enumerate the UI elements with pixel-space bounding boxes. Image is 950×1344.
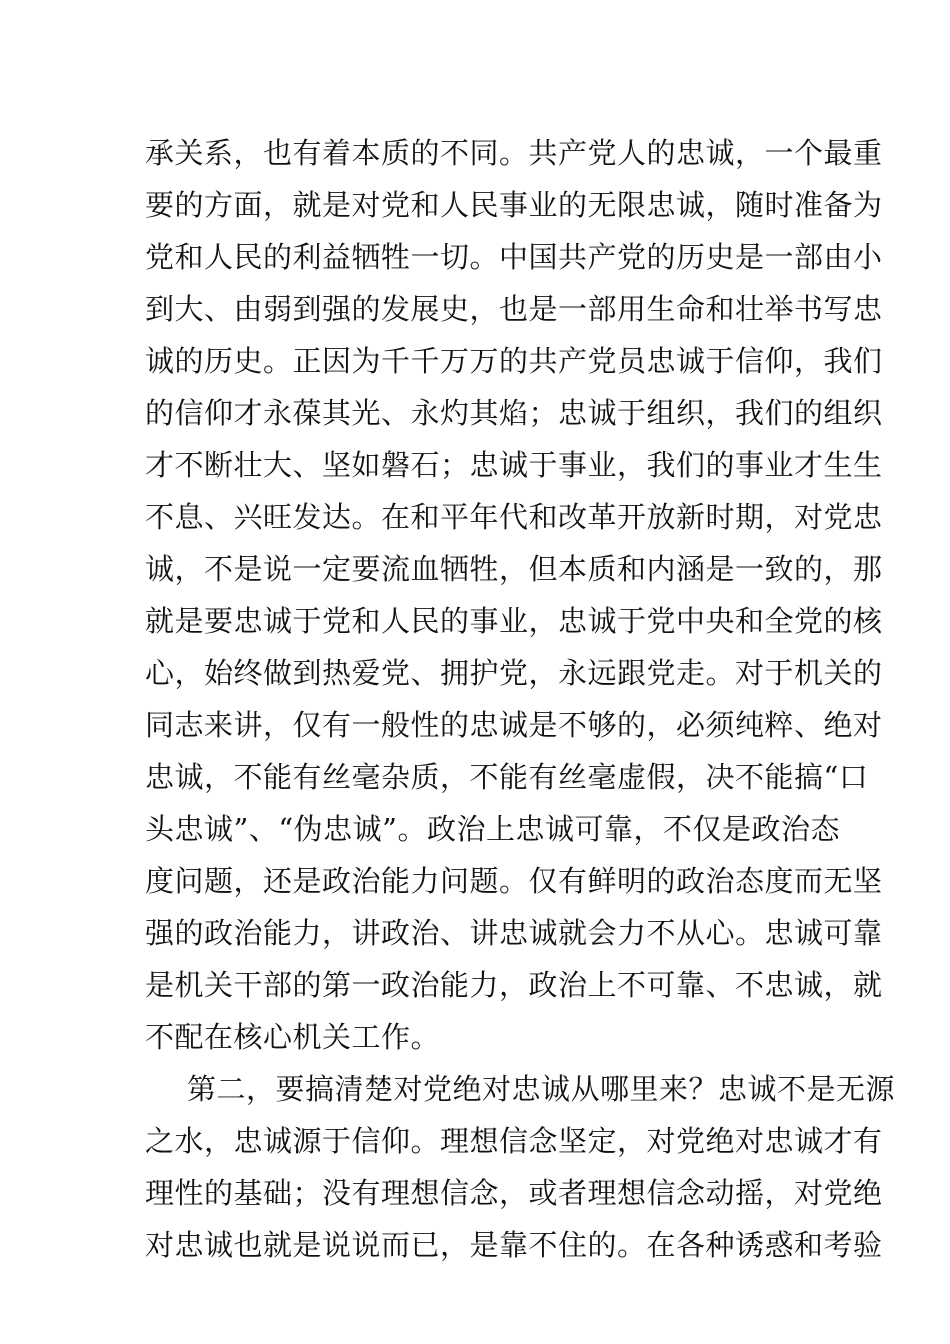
text-line: 心，始终做到热爱党、拥护党，永远跟党走。对于机关的 [145,656,883,690]
paragraph-first-line: 第二，要搞清楚对党绝对忠诚从哪里来？忠诚不是无源 [187,1072,896,1106]
text-line: 头忠诚”、“伪忠诚”。政治上忠诚可靠，不仅是政治态 [145,812,840,846]
text-line: 不息、兴旺发达。在和平年代和改革开放新时期，对党忠 [145,500,883,534]
text-line: 承关系，也有着本质的不同。共产党人的忠诚，一个最重 [145,136,883,170]
text-line: 才不断壮大、坚如磐石；忠诚于事业，我们的事业才生生 [145,448,883,482]
text-line: 之水，忠诚源于信仰。理想信念坚定，对党绝对忠诚才有 [145,1124,883,1158]
text-line: 要的方面，就是对党和人民事业的无限忠诚，随时准备为 [145,188,883,222]
text-line: 到大、由弱到强的发展史，也是一部用生命和壮举书写忠 [145,292,883,326]
text-line: 忠诚，不能有丝毫杂质，不能有丝毫虚假，决不能搞“口 [145,760,869,794]
text-line: 不配在核心机关工作。 [145,1020,441,1054]
text-line: 同志来讲，仅有一般性的忠诚是不够的，必须纯粹、绝对 [145,708,883,742]
text-line: 度问题，还是政治能力问题。仅有鲜明的政治态度而无坚 [145,864,883,898]
text-line: 理性的基础；没有理想信念，或者理想信念动摇，对党绝 [145,1176,883,1210]
text-line: 诚，不是说一定要流血牺牲，但本质和内涵是一致的，那 [145,552,883,586]
text-line: 就是要忠诚于党和人民的事业，忠诚于党中央和全党的核 [145,604,883,638]
text-line: 党和人民的利益牺牲一切。中国共产党的历史是一部由小 [145,240,883,274]
text-line: 对忠诚也就是说说而已，是靠不住的。在各种诱惑和考验 [145,1228,883,1262]
text-line: 诚的历史。正因为千千万万的共产党员忠诚于信仰，我们 [145,344,883,378]
text-line: 的信仰才永葆其光、永灼其焰；忠诚于组织，我们的组织 [145,396,883,430]
text-line: 强的政治能力，讲政治、讲忠诚就会力不从心。忠诚可靠 [145,916,883,950]
text-line: 是机关干部的第一政治能力，政治上不可靠、不忠诚，就 [145,968,883,1002]
